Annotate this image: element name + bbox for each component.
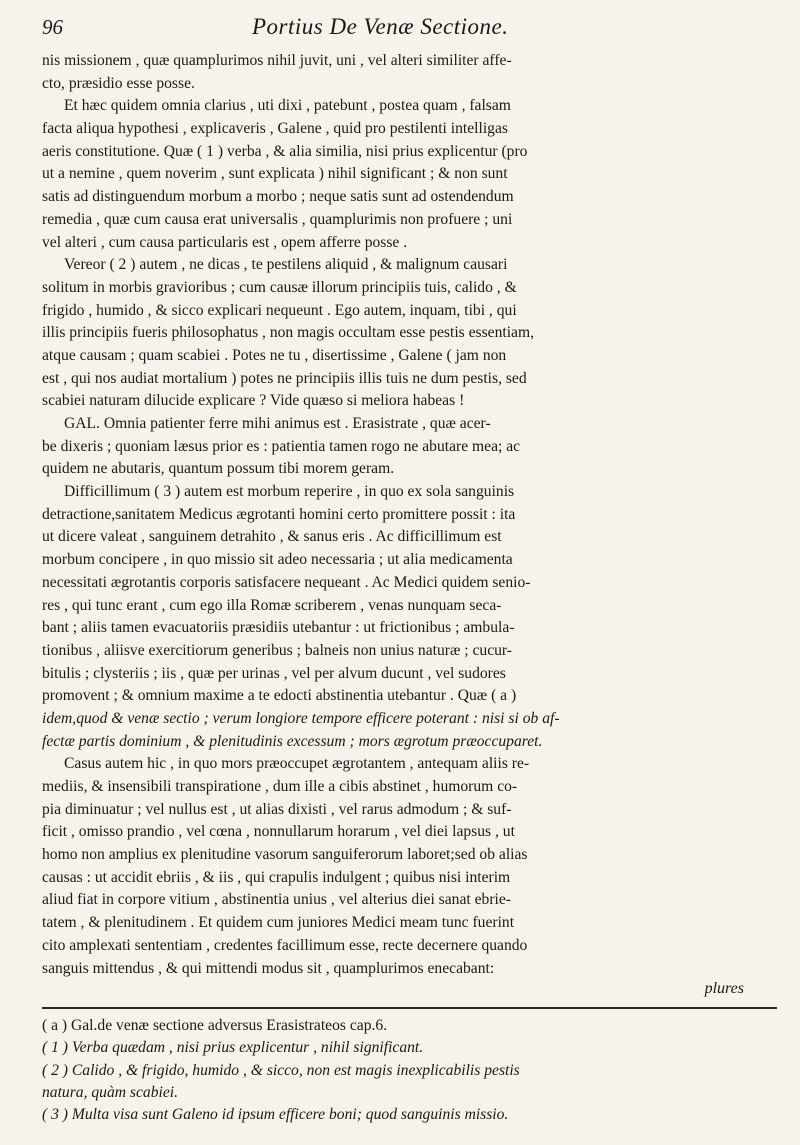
text-line: solitum in morbis gravioribus ; cum causæ illorum principiis tuis, calido , & <box>42 278 517 296</box>
text-line: morbum concipere , in quo missio sit adeo necessaria ; ut alia medicamenta <box>42 551 513 569</box>
text-line: satis ad distinguendum morbum a morbo ; neque satis sunt ad ostendendum <box>42 188 514 206</box>
text-line: Et hæc quidem omnia clarius , uti dixi , patebunt , postea quam , falsam <box>64 97 511 115</box>
footnote-line: ( 1 ) Verba quædam , nisi prius explicentur , nihil significant. <box>42 1039 424 1057</box>
text-line: atque causam ; quam scabiei . Potes ne tu , disertissime , Galene ( jam non <box>42 346 507 364</box>
text-line: Vereor ( 2 ) autem , ne dicas , te pestilens aliquid , & malignum causari <box>64 256 508 274</box>
text-line: cto, præsidio esse posse. <box>42 74 195 92</box>
text-line: vel alteri , cum causa particularis est , opem afferre posse . <box>42 233 408 251</box>
footnotes <box>42 1015 774 1127</box>
text-line: cito amplexati sententiam , credentes facillimum esse, recte decernere quando <box>42 936 528 954</box>
footnote-line: natura, quàm scabiei. <box>42 1084 179 1102</box>
text-line: tatem , & plenitudinem . Et quidem cum juniores Medici meam tunc fuerint <box>42 914 515 932</box>
text-line: causas : ut accidit ebriis , & iis , qui crapulis indulgent ; quibus nisi interim <box>42 868 511 886</box>
text-line: remedia , quæ cum causa erat universalis , quamplurimis non profuere ; uni <box>42 210 513 228</box>
footnote-rule <box>42 1007 777 1009</box>
catchword: plures <box>704 980 744 998</box>
body-text <box>42 50 774 980</box>
page-number: 96 <box>42 15 63 39</box>
text-line: facta aliqua hypothesi , explicaveris , Galene , quid pro pestilenti intelligas <box>42 120 508 138</box>
text-line: Difficillimum ( 3 ) autem est morbum reperire , in quo ex sola sanguinis <box>64 483 515 501</box>
text-line: ficit , omisso prandio , vel cœna , nonnullarum horarum , vel diei lapsus , ut <box>42 823 515 841</box>
running-head: Portius De Venæ Sectione. <box>252 14 509 39</box>
text-line: scabiei naturam dilucide explicare ? Vide quæso si meliora habeas ! <box>42 392 465 410</box>
text-line: be dixeris ; quoniam læsus prior es : patientia tamen rogo ne abutare mea; ac <box>42 437 521 455</box>
text-line: Casus autem hic , in quo mors præoccupet ægrotantem , antequam aliis re- <box>64 755 530 773</box>
text-line: quidem ne abutaris, quantum possum tibi morem geram. <box>42 460 395 478</box>
page-header <box>42 14 774 50</box>
text-line: bitulis ; clysteriis ; iis , quæ per urinas , vel per alvum ducunt , vel sudores <box>42 664 506 682</box>
footnote-line: ( 2 ) Calido , & frigido, humido , & sicco, non est magis inexplicabilis pestis <box>42 1061 520 1079</box>
text-line: pia diminuatur ; vel nullus est , ut alias dixisti , vel rarus admodum ; & suf- <box>42 800 512 818</box>
text-line: fectæ partis dominium , & plenitudinis excessum ; mors ægrotum præoccuparet. <box>42 732 543 750</box>
text-line: necessitati ægrotantis corporis satisfacere nequeant . Ac Medici quidem senio- <box>42 573 531 591</box>
footnote-line: ( 3 ) Multa visa sunt Galeno id ipsum efficere boni; quod sanguinis missio. <box>42 1106 509 1124</box>
text-line: aliud fiat in corpore vitium , abstinentia unius , vel alterius diei sanat ebrie- <box>42 891 511 909</box>
footnote-line: ( a ) Gal.de venæ sectione adversus Erasistrateos cap.6. <box>42 1016 388 1034</box>
text-line: sanguis mittendus , & qui mittendi modus sit , quamplurimos enecabant: <box>42 959 495 977</box>
text-line: idem,quod & venæ sectio ; verum longiore tempore efficere poterant : nisi si ob af- <box>42 709 560 727</box>
text-line: promovent ; & omnium maxime a te edocti abstinentia utebantur . Quæ ( a ) <box>42 687 517 705</box>
text-line: tionibus , aliisve exercitiorum generibus ; balneis non unius naturæ ; cucur- <box>42 641 512 659</box>
text-line: GAL. Omnia patienter ferre mihi animus est . Erasistrate , quæ acer- <box>64 415 491 432</box>
text-line: detractione,sanitatem Medicus ægrotanti homini certo promittere possit : ita <box>42 505 516 523</box>
text-line: frigido , humido , & sicco explicari nequeunt . Ego autem, inquam, tibi , qui <box>42 301 517 319</box>
text-line: res , qui tunc erant , cum ego illa Romæ scriberem , venas nunquam seca- <box>42 596 502 614</box>
text-line: illis principiis fueris philosophatus , non magis occultam esse pestis essentiam, <box>42 324 535 342</box>
text-line: ut a nemine , quem noverim , sunt explicata ) nihil significant ; & non sunt <box>42 165 508 183</box>
text-line: homo non amplius ex plenitudine vasorum sanguiferorum laboret;sed ob alias <box>42 846 528 864</box>
text-line: mediis, & insensibili transpiratione , dum ille a cibis abstinet , humorum co- <box>42 778 518 795</box>
text-line: bant ; aliis tamen evacuatoriis præsidiis utebantur : ut frictionibus ; ambula- <box>42 619 515 637</box>
text-line: ut dicere valeat , sanguinem detrahito , & sanus eris . Ac difficillimum est <box>42 528 502 546</box>
text-line: nis missionem , quæ quamplurimos nihil juvit, uni , vel alteri similiter affe- <box>42 52 512 69</box>
text-line: est , qui nos audiat mortalium ) potes ne principiis illis tuis ne dum pestis, sed <box>42 369 527 387</box>
text-line: aeris constitutione. Quæ ( 1 ) verba , & alia similia, nisi prius explicentur (pro <box>42 142 528 160</box>
